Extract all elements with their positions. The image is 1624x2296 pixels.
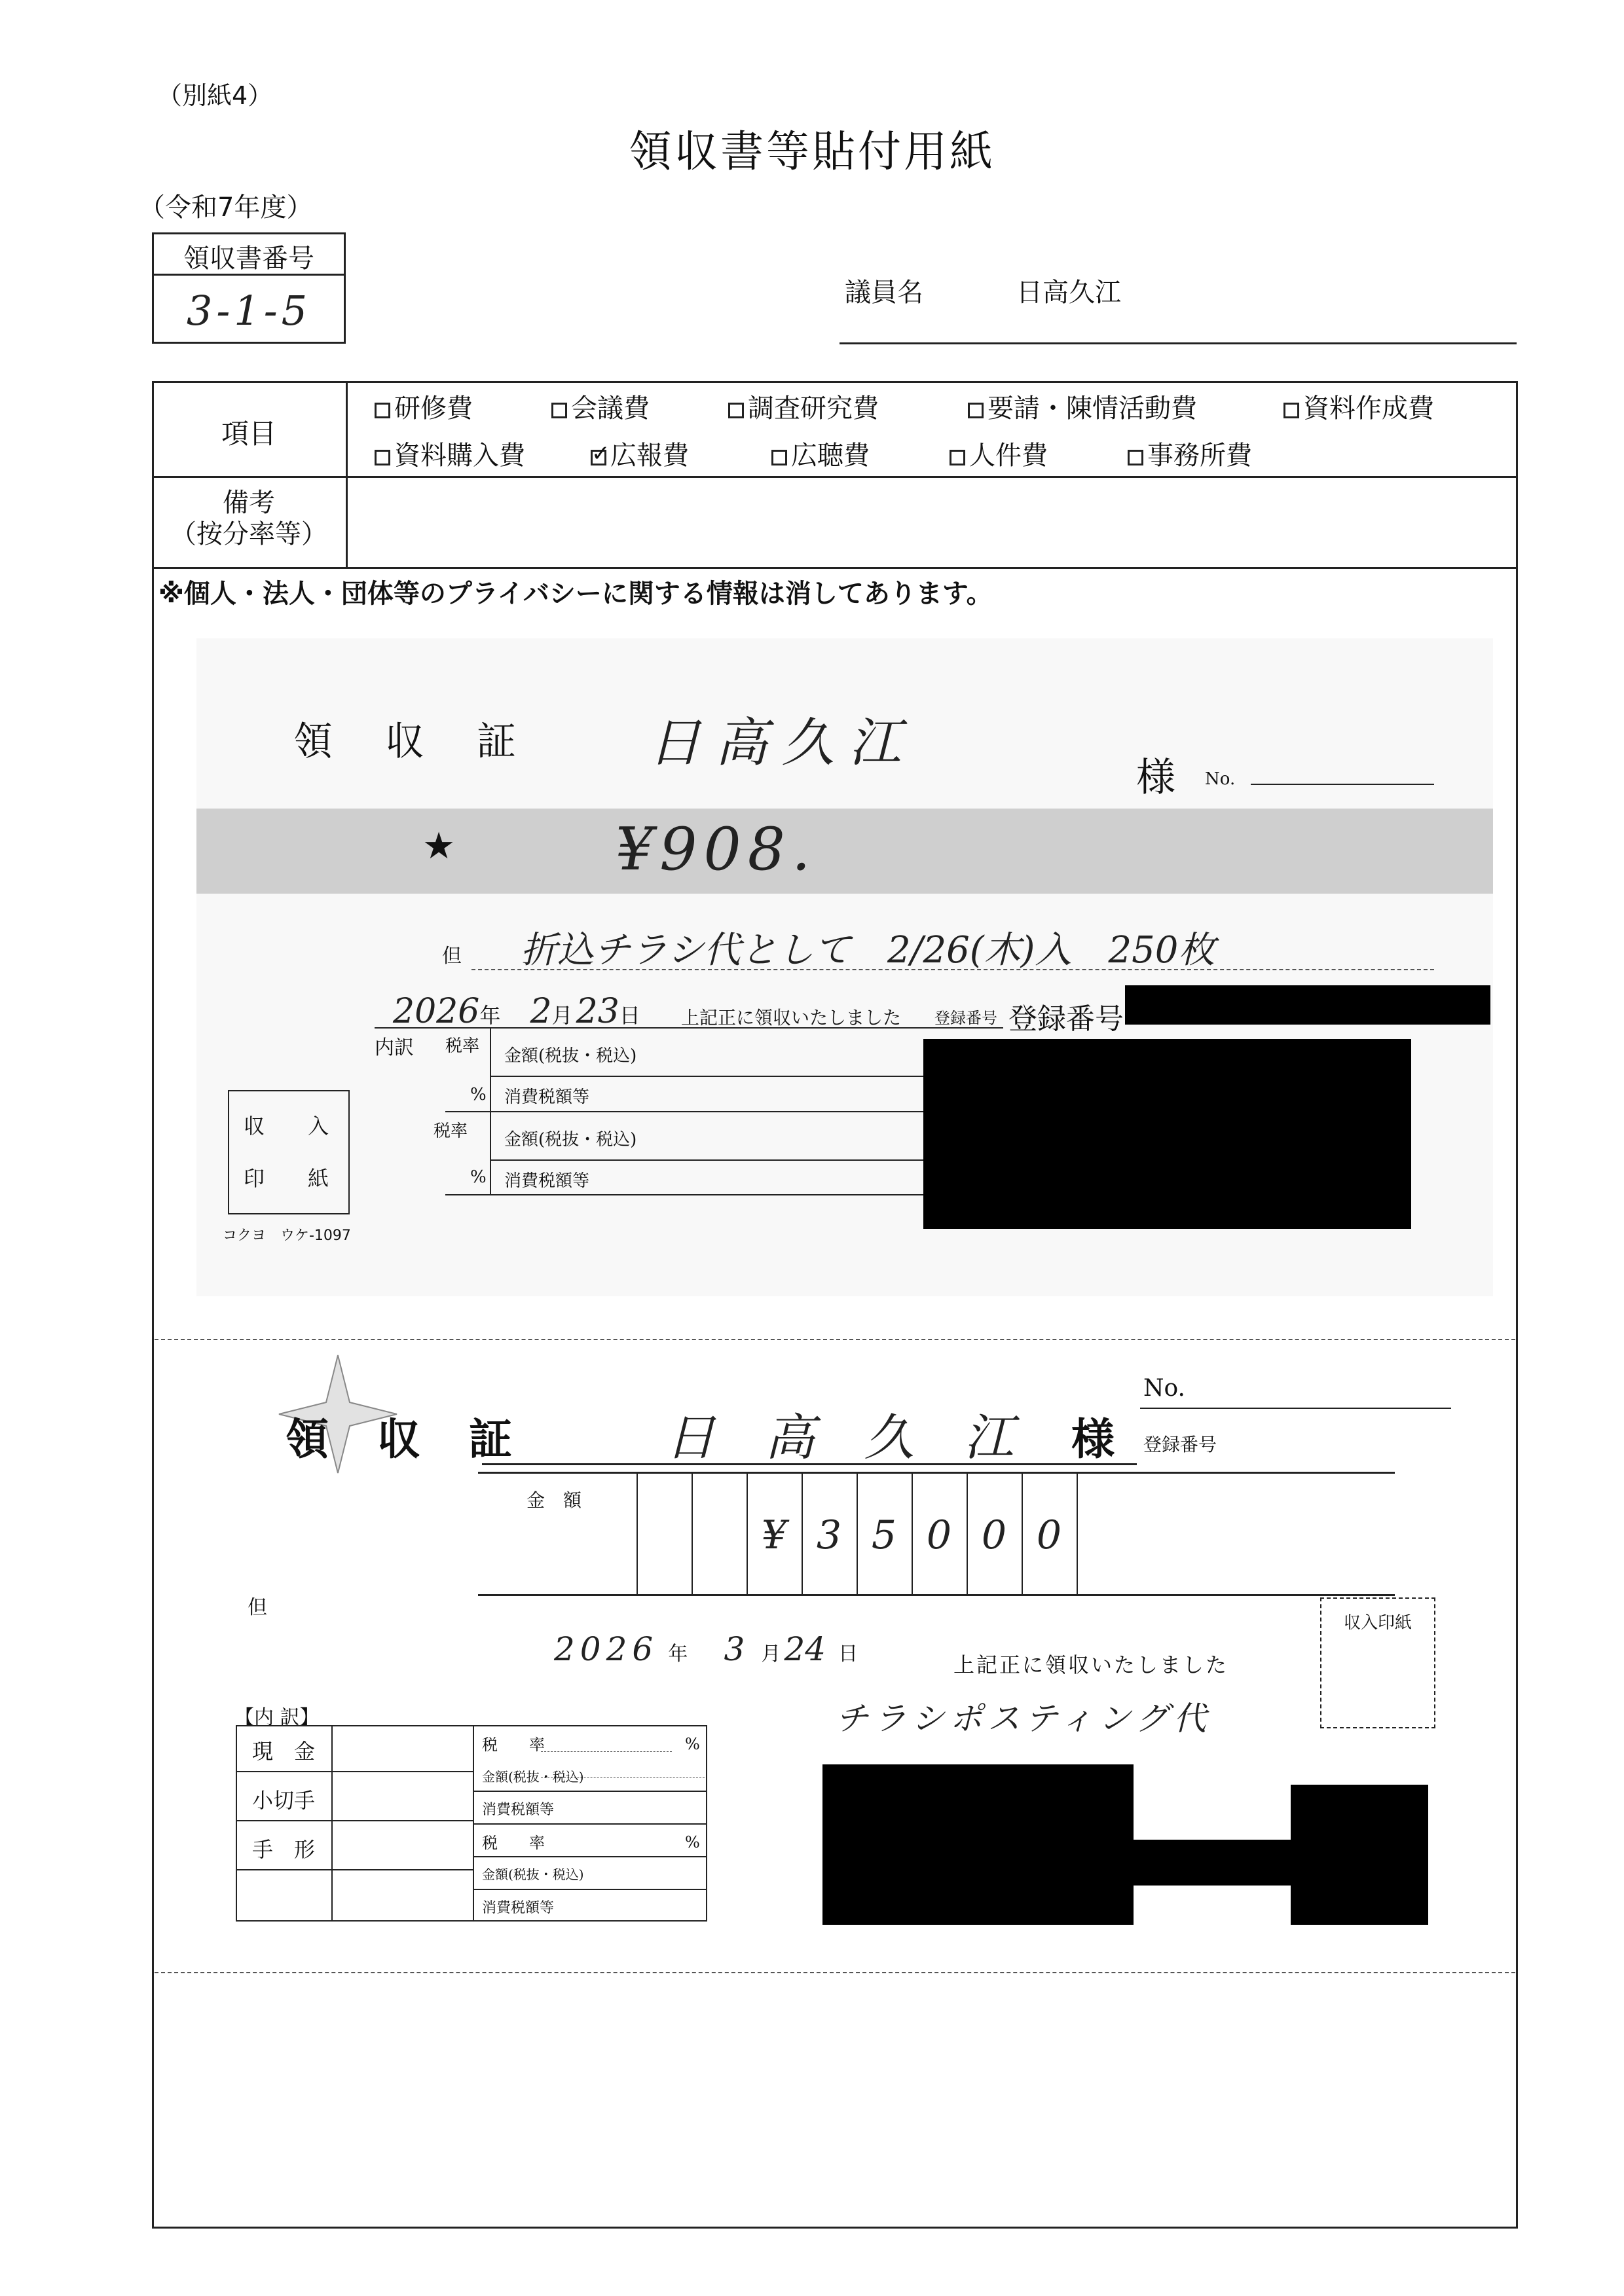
remarks-label-line2: （按分率等） (170, 519, 327, 549)
redaction-bar (1125, 985, 1490, 1025)
checkbox-icon (375, 403, 390, 418)
checkbox-research[interactable]: 調査研究費 (728, 388, 879, 425)
annex-label: （別紙4） (157, 81, 273, 110)
checkbox-icon (771, 450, 787, 465)
privacy-note: ※個人・法人・団体等のプライバシーに関する情報は消してあります。 (158, 579, 993, 609)
remarks-label-line1: 備考 (223, 488, 275, 518)
checkbox-icon (551, 403, 567, 418)
pay-method-bill: 手 形 (251, 1837, 315, 1862)
receipt-1-sama: 様 (1136, 755, 1175, 801)
receipt-1-stamp-d: 紙 (308, 1166, 329, 1191)
checkbox-icon (1128, 450, 1143, 465)
redaction-block (1291, 1785, 1428, 1925)
checkbox-icon (728, 403, 744, 418)
receipt-2-recipient: 日 高 久 江 (665, 1408, 1014, 1467)
items-label: 項目 (221, 418, 276, 450)
receipt-1-hi: 日 (619, 1003, 640, 1028)
receipt-2-tsuki: 月 (761, 1643, 781, 1666)
divider (236, 1869, 473, 1870)
divider (478, 1472, 1395, 1474)
member-underline (840, 342, 1517, 344)
receipt-1-received-text: 上記正に領収いたしました (681, 1007, 902, 1029)
receipt-2-tax-rate-2: 税 率 (482, 1834, 545, 1852)
receipt-2-title-1: 領 (286, 1413, 329, 1465)
divider (637, 1472, 638, 1594)
receipt-1-recipient: 日高久江 (648, 712, 915, 773)
receipt-1 (196, 638, 1493, 1296)
receipt-2-sama: 様 (1071, 1413, 1115, 1465)
receipt-1-reg-small: 登録番号 (934, 1009, 997, 1027)
receipt-1-no-line (1251, 784, 1434, 785)
checkbox-icon (968, 403, 984, 418)
checkbox-publicity[interactable]: ✓ 広報費 (591, 435, 689, 472)
divider (541, 1751, 672, 1752)
receipt-2-top-edge (155, 1339, 1515, 1340)
receipt-1-tax-label-1: 消費税額等 (504, 1087, 590, 1107)
receipt-2-title-3: 証 (469, 1413, 512, 1465)
checkbox-office[interactable]: 事務所費 (1128, 435, 1252, 472)
receipt-2-breakdown: 【内 訳】 (234, 1706, 320, 1729)
receipt-2 (155, 1342, 1515, 2013)
receipt-2-hi: 日 (838, 1643, 858, 1666)
receipt-1-amount-label-2: 金額(税抜・税込) (504, 1130, 637, 1150)
amount-digit-6: 0 (926, 1512, 952, 1558)
receipt-2-nen: 年 (668, 1643, 688, 1666)
receipt-1-tax-label-2: 消費税額等 (504, 1171, 590, 1191)
member-label: 議員名 (845, 278, 923, 308)
checkbox-meeting[interactable]: 会議費 (551, 388, 650, 425)
member-name: 日高久江 (1016, 278, 1121, 308)
checkbox-material-purchase[interactable]: 資料購入費 (375, 435, 525, 472)
receipt-2-percent-1: % (685, 1735, 700, 1753)
receipt-1-stamp-a: 収 (244, 1114, 265, 1139)
receipt-1-date-day: 23 (576, 992, 619, 1031)
checkbox-training[interactable]: 研修費 (375, 388, 473, 425)
receipt-1-stamp-b: 入 (308, 1114, 329, 1139)
receipt-1-tsuki: 月 (551, 1003, 573, 1028)
receipt-1-stamp-c: 印 (244, 1166, 265, 1191)
receipt-1-title: 領 収 証 (293, 719, 523, 765)
receipt-2-no-line (1140, 1408, 1451, 1409)
receipt-2-date-year: 2026 (554, 1630, 659, 1668)
receipt-1-maker: コクヨ ウケ-1097 (223, 1228, 351, 1244)
receipt-2-tax-small-1: 消費税額等 (482, 1802, 555, 1818)
divider (478, 1594, 1395, 1596)
receipt-2-recipient-line (482, 1463, 1137, 1465)
receipt-2-tax-small-2: 消費税額等 (482, 1900, 555, 1916)
divider (236, 1820, 473, 1821)
divider (445, 1194, 1003, 1195)
star-icon: ★ (422, 825, 456, 867)
divider (473, 1856, 707, 1857)
divider (236, 1771, 473, 1772)
checkbox-icon (950, 450, 965, 465)
checkbox-icon (375, 450, 390, 465)
receipt-1-date-year: 2026 (393, 992, 480, 1031)
receipt-2-amount-small-1: 金額(税抜・税込) (482, 1769, 584, 1785)
checkbox-petition[interactable]: 要請・陳情活動費 (968, 388, 1197, 425)
divider (473, 1889, 707, 1890)
receipt-1-reg-large: 登録番号 (1008, 1002, 1124, 1036)
receipt-2-amount-label: 金 額 (526, 1489, 582, 1511)
receipt-2-date-day: 24 (784, 1630, 826, 1668)
receipt-1-percent-1: % (470, 1085, 487, 1104)
amount-digit-8: 0 (1036, 1512, 1062, 1558)
receipt-1-stamp-box (228, 1090, 350, 1214)
receipt-2-tax-rate-1: 税 率 (482, 1736, 545, 1754)
receipt-1-percent-2: % (470, 1167, 487, 1187)
receipt-1-no-label: No. (1205, 769, 1236, 789)
receipt-2-tadashi: 但 (248, 1596, 267, 1619)
amount-digit-3: ¥ (761, 1512, 787, 1558)
checkbox-material-creation[interactable]: 資料作成費 (1283, 388, 1434, 425)
divider (152, 476, 1518, 478)
divider (152, 567, 1518, 569)
receipt-number-value: 3-1-5 (186, 287, 312, 335)
page-title: 領収書等貼付用紙 (629, 126, 995, 177)
receipt-1-amount-label-1: 金額(税抜・税込) (504, 1046, 637, 1066)
receipt-1-nen: 年 (479, 1003, 501, 1028)
redaction-block (822, 1764, 1134, 1925)
receipt-1-purpose-line (471, 969, 1434, 970)
fiscal-year: （令和7年度） (139, 192, 313, 223)
receipt-2-date-month: 3 (724, 1630, 745, 1668)
receipt-1-tadashi: 但 (442, 945, 462, 968)
divider (445, 1111, 1003, 1112)
receipt-2-purpose: チラシポスティング代 (836, 1700, 1211, 1738)
receipt-2-no-label: No. (1143, 1375, 1185, 1402)
divider (692, 1472, 693, 1594)
remarks-field[interactable] (351, 484, 1510, 563)
receipt-number-label: 領収書番号 (183, 244, 314, 274)
divider (331, 1725, 333, 1922)
divider (473, 1823, 707, 1825)
receipt-2-stamp-label: 収入印紙 (1343, 1613, 1412, 1633)
redaction-block (923, 1039, 1411, 1229)
remarks-label (152, 487, 346, 550)
checkbox-hearing[interactable]: 広聴費 (771, 435, 870, 472)
receipt-1-tax-rate-1: 税率 (445, 1036, 480, 1056)
receipt-1-tax-rate-2: 税率 (434, 1121, 468, 1141)
receipt-1-amount-band (196, 809, 1493, 894)
amount-digit-4: 3 (816, 1512, 842, 1558)
redaction-bar (1134, 1840, 1291, 1886)
pay-method-cash: 現 金 (251, 1739, 315, 1764)
pay-method-check: 小切手 (251, 1788, 315, 1813)
divider (473, 1791, 707, 1792)
receipt-1-breakdown: 内訳 (375, 1036, 414, 1059)
receipt-1-date (393, 992, 640, 1031)
divider (346, 381, 348, 568)
receipt-2-received-text: 上記正に領収いたしました (953, 1652, 1229, 1677)
checkbox-icon (1283, 403, 1299, 418)
receipt-1-purpose: 折込チラシ代として 2/26(木)入 250枚 (521, 929, 1215, 972)
receipt-2-percent-2: % (685, 1833, 700, 1851)
checked-checkbox-icon (591, 450, 606, 465)
receipt-1-date-month: 2 (530, 992, 552, 1031)
receipt-2-amount-small-2: 金額(税抜・税込) (482, 1867, 584, 1882)
receipt-2-bottom-edge (155, 1972, 1515, 1973)
receipt-2-date (554, 1630, 858, 1668)
checkbox-personnel[interactable]: 人件費 (950, 435, 1048, 472)
receipt-2-title-2: 収 (377, 1413, 420, 1465)
divider (1077, 1472, 1078, 1594)
amount-digit-5: 5 (871, 1512, 897, 1558)
amount-digit-7: 0 (981, 1512, 1007, 1558)
receipt-2-reg-label: 登録番号 (1143, 1434, 1217, 1455)
divider (375, 1027, 1003, 1029)
receipt-1-amount: ¥908. (616, 815, 817, 884)
